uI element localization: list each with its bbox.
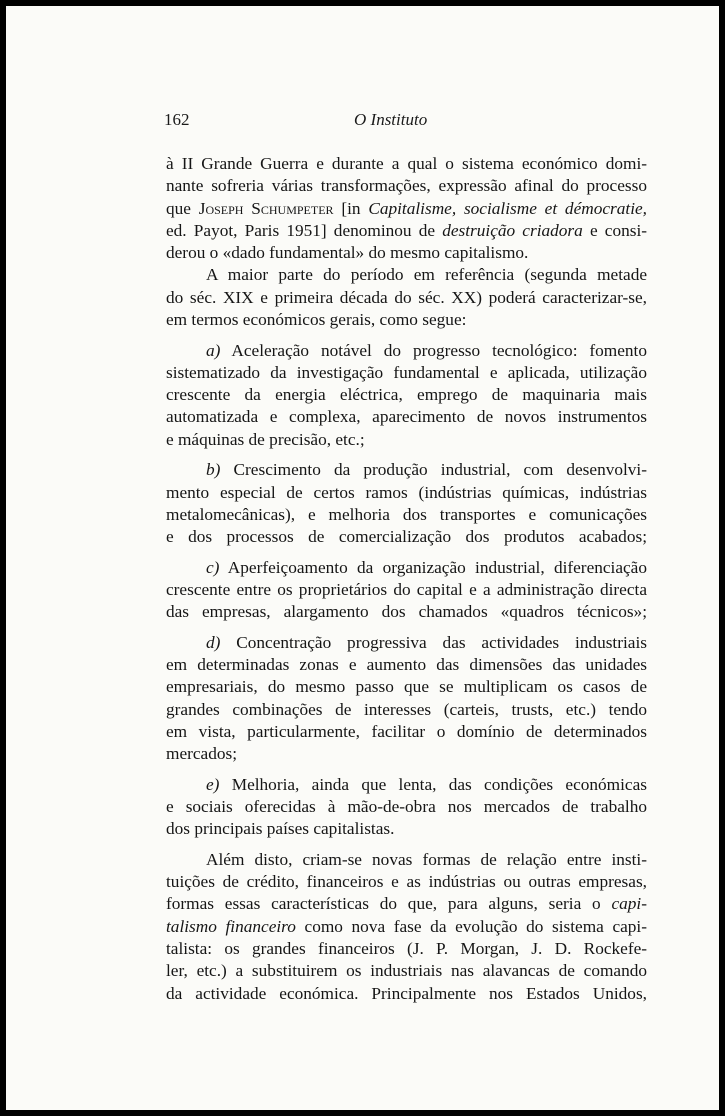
emphasis-term: capi- xyxy=(611,894,647,914)
text-line: em determinadas zonas e aumento das dimensões das unidades xyxy=(166,654,647,674)
text-line: e) Melhoria, ainda que lenta, das condições económicas xyxy=(206,774,647,794)
text-line: A maior parte do período em referência (segunda metade xyxy=(206,265,647,285)
text-line: Além disto, criam-se novas formas de relação entre insti- xyxy=(206,849,647,869)
text-line: derou o «dado fundamental» do mesmo capitalismo. xyxy=(166,243,529,263)
page-number: 162 xyxy=(164,110,190,129)
text-line: b) Crescimento da produção industrial, com desenvolvi- xyxy=(206,460,647,480)
text-line: ler, etc.) a substituirem os industriais nas alavancas de comando xyxy=(166,961,647,981)
book-page xyxy=(6,6,719,1110)
text-line: e sociais oferecidas à mão-de-obra nos mercados de trabalho xyxy=(166,796,647,816)
author-name: Joseph Schumpeter xyxy=(198,198,334,218)
text-line: nante sofreria várias transformações, expressão afinal do processo xyxy=(166,176,647,196)
text-line: do séc. XIX e primeira década do séc. XX) poderá caracterizar-se, xyxy=(166,287,647,307)
text-line: da actividade económica. Principalmente nos Estados Unidos, xyxy=(166,983,647,1003)
text-line: ed. Payot, Paris 1951] denominou de destruição criadora e consi- xyxy=(166,220,648,240)
text-line: mento especial de certos ramos (indústrias químicas, indústrias xyxy=(166,482,647,502)
text-line: crescente entre os proprietários do capital e a administração directa xyxy=(166,579,647,599)
emphasis-term: talismo financeiro xyxy=(166,916,296,936)
text-line: em termos económicos gerais, como segue: xyxy=(166,310,467,330)
body-text xyxy=(166,153,647,1005)
text-line: metalomecânicas), e melhoria dos transportes e comunicações xyxy=(166,504,647,524)
text-line: que Joseph Schumpeter [in Capitalisme, socialisme et démocratie, xyxy=(166,198,647,218)
item-marker: e) xyxy=(206,774,220,794)
text-line: e máquinas de precisão, etc.; xyxy=(166,429,365,449)
text-line: formas essas características do que, para alguns, seria o capi- xyxy=(166,894,647,914)
running-title: O Instituto xyxy=(354,110,428,129)
text-line: automatizada e complexa, aparecimento de novos instrumentos xyxy=(166,407,647,427)
list-item-b xyxy=(166,459,647,548)
list-item-d xyxy=(166,632,647,766)
item-marker: c) xyxy=(206,557,220,577)
text-line: em vista, particularmente, facilitar o domínio de determinados xyxy=(166,721,647,741)
page-header xyxy=(6,106,719,130)
text-line: talismo financeiro como nova fase da evolução do sistema capi- xyxy=(166,916,647,936)
text-line: empresariais, do mesmo passo que se multiplicam os casos de xyxy=(166,677,647,697)
text-line: à II Grande Guerra e durante a qual o sistema económico domi- xyxy=(166,154,647,173)
paragraph-2 xyxy=(166,264,647,331)
text-line: d) Concentração progressiva das actividades industriais xyxy=(206,632,647,652)
emphasis-term: destruição criadora xyxy=(442,220,583,240)
text-line: talista: os grandes financeiros (J. P. Morgan, J. D. Rockefe- xyxy=(166,938,647,958)
list-item-a xyxy=(166,340,647,451)
item-marker: a) xyxy=(206,340,221,360)
text-line: das empresas, alargamento dos chamados «quadros técnicos»; xyxy=(166,602,647,622)
text-line: grandes combinações de interesses (carteis, trusts, etc.) tendo xyxy=(166,699,647,719)
list-item-e xyxy=(166,774,647,841)
text-line: mercados; xyxy=(166,744,238,764)
text-line: c) Aperfeiçoamento da organização industrial, diferenciação xyxy=(206,557,647,577)
book-title: Capitalisme, socialisme et démocratie, xyxy=(368,198,647,218)
text-line: dos principais países capitalistas. xyxy=(166,819,395,839)
text-line: a) Aceleração notável do progresso tecnológico: fomento xyxy=(206,340,647,360)
text-line: crescente da energia eléctrica, emprego de maquinaria mais xyxy=(166,385,647,405)
paragraph-1 xyxy=(166,153,647,264)
item-marker: b) xyxy=(206,460,221,480)
item-marker: d) xyxy=(206,632,221,652)
text-line: sistematizado da investigação fundamental e aplicada, utilização xyxy=(166,362,647,382)
paragraph-3 xyxy=(166,849,647,1005)
text-line: e dos processos de comercialização dos produtos acabados; xyxy=(166,527,647,547)
text-line: tuições de crédito, financeiros e as indústrias ou outras empresas, xyxy=(166,872,647,892)
list-item-c xyxy=(166,557,647,624)
